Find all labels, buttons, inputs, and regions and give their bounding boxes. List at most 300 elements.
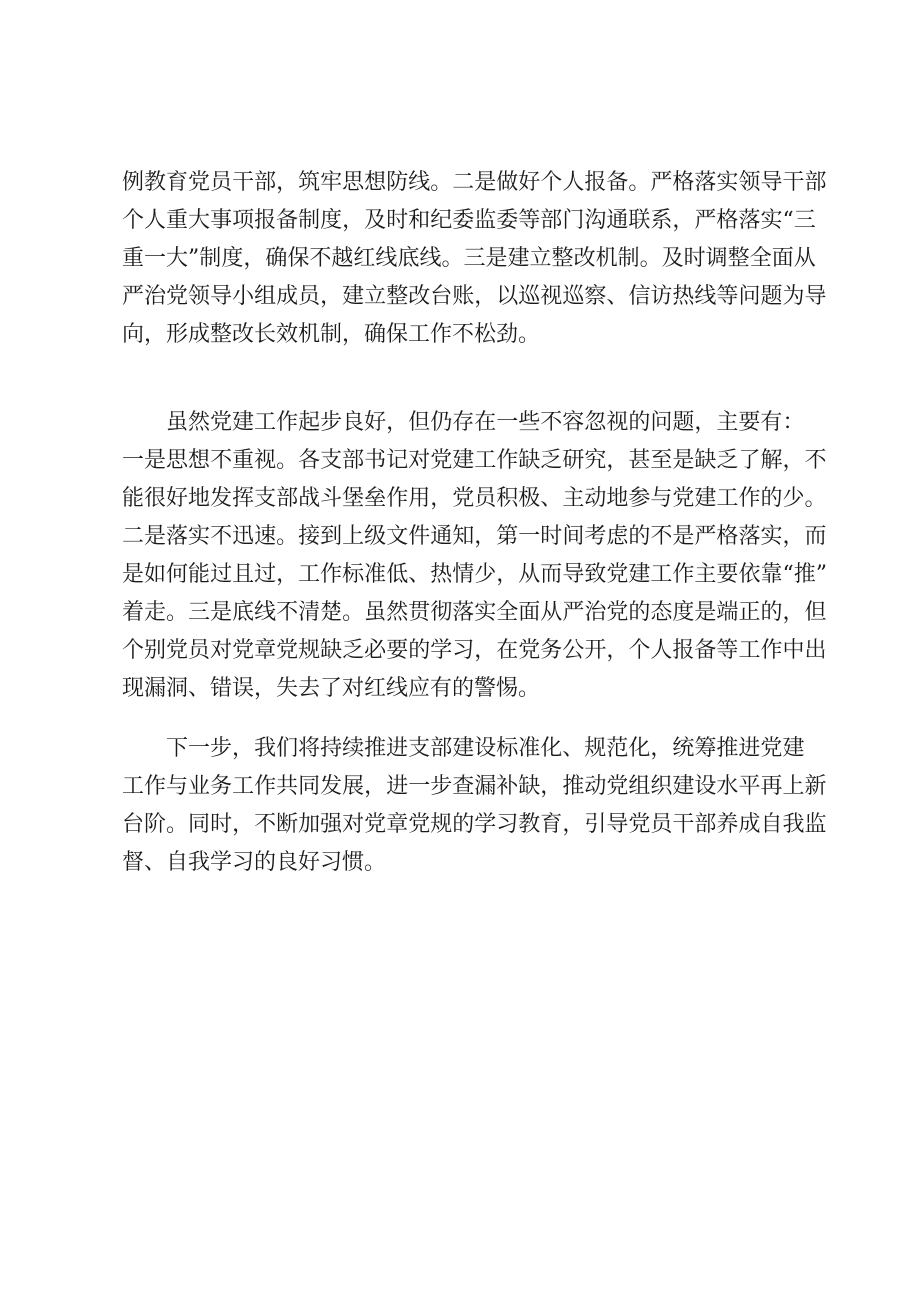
- line-text: [166, 730, 805, 768]
- glyph: 再: [760, 774, 783, 799]
- line-text: [122, 806, 827, 844]
- glyph: 。: [441, 246, 464, 271]
- glyph: 工: [738, 638, 761, 663]
- glyph: 的: [760, 600, 783, 625]
- text-line: [122, 632, 827, 670]
- glyph: 工: [254, 410, 277, 435]
- glyph: 不: [210, 448, 233, 473]
- glyph: 建: [782, 736, 805, 761]
- glyph: 部: [804, 170, 827, 195]
- glyph: 组: [628, 774, 651, 799]
- glyph: 而: [804, 524, 827, 549]
- glyph: 巡: [518, 284, 541, 309]
- glyph: 是: [122, 562, 145, 587]
- glyph: 落: [166, 524, 189, 549]
- glyph: 不: [540, 410, 563, 435]
- glyph: 斗: [320, 486, 343, 511]
- glyph: 面: [518, 600, 541, 625]
- glyph: ，: [474, 284, 497, 309]
- glyph: 系: [650, 208, 673, 233]
- glyph: 整: [727, 246, 750, 271]
- glyph: 工: [716, 486, 739, 511]
- text-line: [122, 768, 827, 806]
- glyph: 严: [650, 170, 673, 195]
- glyph: 干: [672, 812, 695, 837]
- glyph: 备: [606, 170, 629, 195]
- glyph: 建: [672, 774, 695, 799]
- glyph: 时: [386, 208, 409, 233]
- glyph: 、: [562, 736, 585, 761]
- glyph: 线: [254, 600, 277, 625]
- glyph: 个: [540, 170, 563, 195]
- glyph: ”: [815, 562, 827, 587]
- glyph: 共: [276, 774, 299, 799]
- glyph: 缺: [518, 774, 541, 799]
- glyph: 不: [804, 448, 827, 473]
- glyph: 教: [144, 170, 167, 195]
- glyph: 报: [672, 638, 695, 663]
- glyph: 作: [144, 774, 167, 799]
- glyph: 动: [584, 774, 607, 799]
- glyph: 改: [408, 284, 431, 309]
- line-text: [122, 202, 816, 240]
- glyph: 的: [452, 812, 475, 837]
- glyph: 准: [518, 736, 541, 761]
- glyph: 垒: [364, 486, 387, 511]
- glyph: 落: [694, 170, 717, 195]
- glyph: 制: [199, 246, 222, 271]
- glyph: 员: [650, 812, 673, 837]
- glyph: 一: [144, 246, 167, 271]
- glyph: 导: [562, 562, 585, 587]
- glyph: 步: [320, 410, 343, 435]
- glyph: 是: [144, 524, 167, 549]
- glyph: 建: [452, 736, 475, 761]
- glyph: 出: [804, 638, 827, 663]
- glyph: 等: [716, 284, 739, 309]
- glyph: ，: [650, 736, 673, 761]
- glyph: 我: [782, 812, 805, 837]
- glyph: 线: [694, 284, 717, 309]
- glyph: 好: [518, 170, 541, 195]
- glyph: 续: [342, 736, 365, 761]
- glyph: 底: [397, 246, 420, 271]
- glyph: ，: [243, 246, 266, 271]
- glyph: “: [782, 562, 794, 587]
- glyph: 导: [760, 170, 783, 195]
- glyph: 补: [496, 774, 519, 799]
- line-text: [122, 556, 827, 594]
- glyph: 实: [760, 208, 783, 233]
- glyph: 党: [518, 638, 541, 663]
- glyph: 规: [430, 812, 453, 837]
- glyph: 严: [694, 524, 717, 549]
- glyph: 统: [672, 736, 695, 761]
- line-text: [122, 632, 827, 670]
- glyph: 二: [122, 524, 145, 549]
- glyph: “: [782, 208, 794, 233]
- text-line: [122, 556, 827, 594]
- glyph: 贯: [408, 600, 431, 625]
- glyph: 研: [562, 448, 585, 473]
- glyph: 主: [694, 562, 717, 587]
- glyph: 漏: [474, 774, 497, 799]
- line-text: 向，形成整改长效机制，确保工作不松劲。: [122, 322, 541, 347]
- glyph: 但: [804, 600, 827, 625]
- glyph: 想: [364, 170, 387, 195]
- glyph: 题: [760, 284, 783, 309]
- text-line: [122, 278, 827, 316]
- glyph: 改: [573, 246, 596, 271]
- glyph: 标: [496, 736, 519, 761]
- glyph: 格: [716, 208, 739, 233]
- glyph: 主: [716, 410, 739, 435]
- glyph: 从: [518, 562, 541, 587]
- glyph: 要: [386, 638, 409, 663]
- glyph: 察: [584, 284, 607, 309]
- glyph: 好: [166, 486, 189, 511]
- glyph: 。: [639, 246, 662, 271]
- glyph: 部: [254, 170, 277, 195]
- glyph: 作: [386, 486, 409, 511]
- glyph: 度: [672, 600, 695, 625]
- glyph: 彻: [430, 600, 453, 625]
- glyph: 委: [496, 208, 519, 233]
- glyph: 学: [474, 812, 497, 837]
- glyph: 和: [408, 208, 431, 233]
- glyph: 党: [188, 170, 211, 195]
- text-line: [122, 518, 827, 556]
- glyph: 员: [474, 486, 497, 511]
- glyph: 党: [408, 812, 431, 837]
- glyph: 支: [254, 486, 277, 511]
- glyph: ，: [606, 448, 629, 473]
- glyph: 组: [254, 284, 277, 309]
- glyph: 一: [518, 524, 541, 549]
- glyph: 织: [650, 774, 673, 799]
- glyph: 与: [166, 774, 189, 799]
- glyph: 强: [320, 812, 343, 837]
- glyph: 不: [309, 246, 332, 271]
- line-text: [122, 240, 816, 278]
- glyph: 项: [232, 208, 255, 233]
- glyph: 三: [188, 600, 211, 625]
- glyph: 少: [782, 486, 805, 511]
- glyph: 对: [342, 812, 365, 837]
- glyph: 推: [793, 562, 816, 587]
- glyph: 问: [650, 410, 673, 435]
- glyph: 干: [232, 170, 255, 195]
- glyph: 乏: [540, 448, 563, 473]
- line-text: [122, 594, 827, 632]
- glyph: 例: [122, 170, 145, 195]
- glyph: 及: [364, 208, 387, 233]
- glyph: 化: [628, 736, 651, 761]
- glyph: 备: [694, 638, 717, 663]
- glyph: ”: [188, 246, 200, 271]
- glyph: 要: [716, 562, 739, 587]
- glyph: 三: [793, 208, 816, 233]
- glyph: 党: [628, 812, 651, 837]
- glyph: 格: [672, 170, 695, 195]
- glyph: 务: [210, 774, 233, 799]
- glyph: 重: [166, 208, 189, 233]
- glyph: 育: [540, 812, 563, 837]
- glyph: 育: [166, 170, 189, 195]
- glyph: 态: [650, 600, 673, 625]
- glyph: 全: [749, 246, 772, 271]
- text-line: [122, 844, 802, 882]
- glyph: 考: [584, 524, 607, 549]
- glyph: 党: [606, 774, 629, 799]
- glyph: 立: [364, 284, 387, 309]
- glyph: 主: [562, 486, 585, 511]
- glyph: 与: [650, 486, 673, 511]
- glyph: 我: [254, 736, 277, 761]
- paragraph-1: [122, 164, 827, 354]
- glyph: 查: [452, 774, 475, 799]
- glyph: 从: [793, 246, 816, 271]
- glyph: 人: [144, 208, 167, 233]
- glyph: 落: [452, 600, 475, 625]
- glyph: ，: [782, 600, 805, 625]
- glyph: 实: [716, 170, 739, 195]
- glyph: 度: [221, 246, 244, 271]
- glyph: 上: [782, 774, 805, 799]
- glyph: 们: [276, 736, 299, 761]
- glyph: 整: [551, 246, 574, 271]
- glyph: 务: [540, 638, 563, 663]
- glyph: 重: [122, 246, 145, 271]
- glyph: 沟: [584, 208, 607, 233]
- line-text: [122, 518, 827, 556]
- glyph: 严: [122, 284, 145, 309]
- glyph: 确: [265, 246, 288, 271]
- glyph: 事: [210, 208, 233, 233]
- glyph: 缺: [320, 638, 343, 663]
- glyph: 水: [716, 774, 739, 799]
- glyph: 不: [210, 524, 233, 549]
- glyph: 着: [122, 600, 145, 625]
- glyph: 必: [364, 638, 387, 663]
- glyph: 些: [518, 410, 541, 435]
- glyph: 将: [298, 736, 321, 761]
- glyph: 范: [606, 736, 629, 761]
- glyph: ，: [320, 284, 343, 309]
- glyph: 纪: [430, 208, 453, 233]
- glyph: 的: [408, 638, 431, 663]
- glyph: 建: [452, 448, 475, 473]
- glyph: 过: [210, 562, 233, 587]
- glyph: 治: [144, 284, 167, 309]
- glyph: 书: [364, 448, 387, 473]
- glyph: 作: [320, 562, 343, 587]
- glyph: 习: [496, 812, 519, 837]
- glyph: 筑: [298, 170, 321, 195]
- glyph: 工: [474, 448, 497, 473]
- glyph: 中: [782, 638, 805, 663]
- glyph: 党: [606, 562, 629, 587]
- glyph: 不: [276, 600, 299, 625]
- glyph: 的: [628, 600, 651, 625]
- text-line: [122, 480, 827, 518]
- glyph: 而: [540, 562, 563, 587]
- glyph: 做: [496, 170, 519, 195]
- glyph: 热: [430, 562, 453, 587]
- glyph: 级: [364, 524, 387, 549]
- glyph: 监: [804, 812, 827, 837]
- glyph: 忽: [584, 410, 607, 435]
- glyph: 到: [320, 524, 343, 549]
- glyph: 党: [276, 638, 299, 663]
- glyph: 学: [430, 638, 453, 663]
- glyph: 等: [518, 208, 541, 233]
- glyph: 在: [474, 410, 497, 435]
- glyph: 积: [496, 486, 519, 511]
- glyph: 建: [232, 410, 255, 435]
- glyph: 建: [628, 562, 651, 587]
- glyph: 三: [463, 246, 486, 271]
- glyph: 章: [254, 638, 277, 663]
- glyph: 章: [386, 812, 409, 837]
- glyph: 化: [540, 736, 563, 761]
- glyph: 作: [276, 410, 299, 435]
- glyph: 步: [210, 736, 233, 761]
- glyph: 治: [584, 600, 607, 625]
- glyph: 通: [606, 208, 629, 233]
- glyph: 重: [232, 448, 255, 473]
- glyph: 导: [606, 812, 629, 837]
- glyph: 地: [188, 486, 211, 511]
- glyph: 上: [342, 524, 365, 549]
- glyph: 题: [672, 410, 695, 435]
- glyph: 作: [254, 774, 277, 799]
- glyph: 。: [804, 486, 827, 511]
- glyph: 报: [254, 208, 277, 233]
- glyph: 阶: [144, 812, 167, 837]
- glyph: 导: [210, 284, 233, 309]
- glyph: 时: [210, 812, 233, 837]
- glyph: 发: [320, 774, 343, 799]
- glyph: 、: [408, 562, 431, 587]
- glyph: 同: [298, 774, 321, 799]
- glyph: 落: [738, 208, 761, 233]
- glyph: 引: [584, 812, 607, 837]
- glyph: 保: [287, 246, 310, 271]
- glyph: 不: [254, 812, 277, 837]
- glyph: 过: [254, 562, 277, 587]
- glyph: 步: [430, 774, 453, 799]
- glyph: 建: [507, 246, 530, 271]
- glyph: 委: [452, 208, 475, 233]
- glyph: 党: [606, 600, 629, 625]
- glyph: 人: [562, 170, 585, 195]
- glyph: 进: [386, 774, 409, 799]
- glyph: 作: [738, 486, 761, 511]
- glyph: 等: [716, 638, 739, 663]
- glyph: 时: [683, 246, 706, 271]
- glyph: ，: [276, 170, 299, 195]
- glyph: 作: [760, 638, 783, 663]
- line-text: [122, 164, 827, 202]
- paragraph-2: [122, 404, 827, 708]
- glyph: 规: [584, 736, 607, 761]
- glyph: 对: [210, 638, 233, 663]
- glyph: 动: [584, 486, 607, 511]
- glyph: 第: [496, 524, 519, 549]
- glyph: 大: [166, 246, 189, 271]
- glyph: 导: [804, 284, 827, 309]
- glyph: 准: [364, 562, 387, 587]
- glyph: 红: [353, 246, 376, 271]
- glyph: 低: [386, 562, 409, 587]
- glyph: ，: [474, 638, 497, 663]
- glyph: ，: [606, 638, 629, 663]
- glyph: ，: [782, 524, 805, 549]
- glyph: 领: [188, 284, 211, 309]
- glyph: 速: [254, 524, 277, 549]
- glyph: ，: [672, 208, 695, 233]
- glyph: 接: [298, 524, 321, 549]
- glyph: 新: [804, 774, 827, 799]
- glyph: ，: [562, 812, 585, 837]
- glyph: 视: [540, 284, 563, 309]
- glyph: 党: [760, 736, 783, 761]
- glyph: 的: [628, 524, 651, 549]
- glyph: 少: [474, 562, 497, 587]
- glyph: 党: [430, 448, 453, 473]
- glyph: 调: [705, 246, 728, 271]
- glyph: 一: [408, 774, 431, 799]
- glyph: 、: [606, 284, 629, 309]
- text-line: [122, 404, 805, 442]
- glyph: 账: [452, 284, 475, 309]
- glyph: 件: [408, 524, 431, 549]
- glyph: 虽: [364, 600, 387, 625]
- glyph: 制: [617, 246, 640, 271]
- glyph: 是: [474, 170, 497, 195]
- glyph: 依: [738, 562, 761, 587]
- glyph: ，: [694, 410, 717, 435]
- glyph: 战: [298, 486, 321, 511]
- glyph: 支: [320, 448, 343, 473]
- glyph: 下: [166, 736, 189, 761]
- glyph: 部: [430, 736, 453, 761]
- glyph: 乏: [716, 448, 739, 473]
- glyph: 线: [419, 246, 442, 271]
- glyph: 的: [628, 410, 651, 435]
- glyph: 成: [738, 812, 761, 837]
- glyph: 建: [694, 486, 717, 511]
- glyph: 思: [342, 170, 365, 195]
- glyph: 展: [342, 774, 365, 799]
- paragraph-3: [122, 730, 827, 882]
- glyph: 全: [496, 600, 519, 625]
- glyph: 个: [122, 638, 145, 663]
- glyph: 作: [496, 448, 519, 473]
- glyph: 不: [650, 524, 673, 549]
- glyph: 实: [474, 600, 497, 625]
- glyph: 作: [672, 562, 695, 587]
- text-line: [122, 594, 827, 632]
- glyph: 备: [276, 208, 299, 233]
- glyph: 好: [364, 410, 387, 435]
- text-line: [122, 202, 816, 240]
- glyph: 时: [540, 524, 563, 549]
- glyph: 。: [342, 600, 365, 625]
- glyph: 公: [562, 638, 585, 663]
- glyph: ：: [782, 410, 805, 435]
